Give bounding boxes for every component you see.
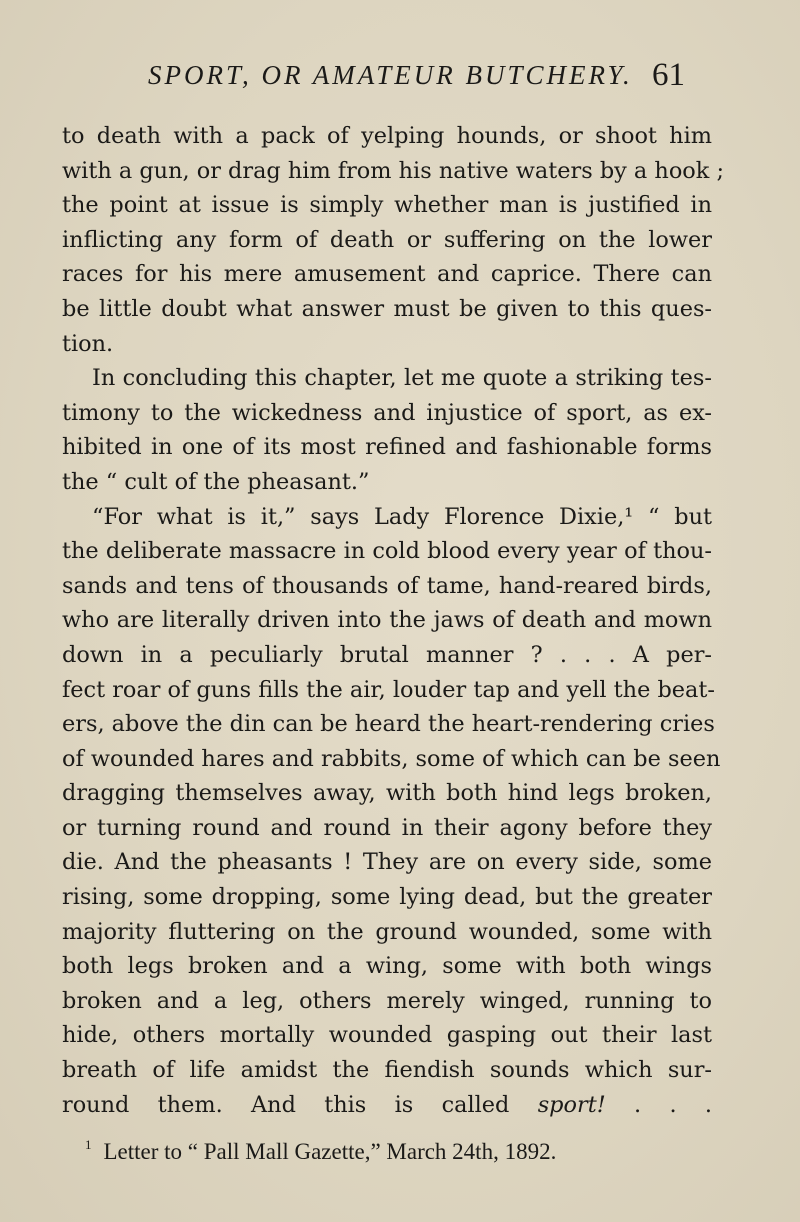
text-line: fect roar of guns fills the air, louder tap and yell the beat- (62, 676, 715, 703)
text-line: “For what is it,” says Lady Florence Dixie,¹ “ but (92, 503, 712, 530)
text-line: be little doubt what answer must be given to this ques- (62, 295, 712, 322)
footnote-marker: 1 (85, 1137, 92, 1152)
text-line: hide, others mortally wounded gasping out their last (62, 1022, 712, 1049)
text-line: timony to the wickedness and injustice of sport, as ex- (62, 399, 712, 426)
running-title: SPORT, OR AMATEUR BUTCHERY. (148, 60, 633, 90)
ellipsis: . . . (605, 1091, 712, 1118)
text-line: races for his mere amusement and caprice. There can (62, 261, 712, 288)
text-line: both legs broken and a wing, some with both wings (62, 953, 712, 980)
emphasized-word: sport! (537, 1091, 606, 1118)
text-line: with a gun, or drag him from his native waters by a hook ; (62, 157, 725, 184)
text-line: rising, some dropping, some lying dead, but the greater (62, 884, 712, 911)
text-line: sands and tens of thousands of tame, hand-reared birds, (62, 572, 712, 599)
text-line: hibited in one of its most refined and fashionable forms (62, 434, 712, 461)
text-line: inflicting any form of death or suffering on the lower (62, 226, 712, 253)
text-line: to death with a pack of yelping hounds, or shoot him (62, 123, 712, 149)
text-line: the point at issue is simply whether man is justified in (62, 192, 712, 219)
footnote-text: Letter to “ Pall Mall Gazette,” March 24th, 1892. (103, 1139, 557, 1164)
body-text (62, 119, 725, 1122)
final-line-text: round them. And this is called (62, 1091, 538, 1118)
text-line: the deliberate massacre in cold blood every year of thou- (62, 538, 712, 565)
footnote (85, 1131, 725, 1166)
text-line: the “ cult of the pheasant.” (62, 468, 370, 495)
final-text-line (62, 1088, 712, 1123)
text-line: breath of life amidst the fiendish sounds which sur- (62, 1057, 712, 1084)
page-number: 61 (652, 57, 685, 93)
text-line: broken and a leg, others merely winged, running to (62, 987, 712, 1014)
text-line: majority fluttering on the ground wounded, some with (62, 918, 712, 945)
text-line: down in a peculiarly brutal manner ? . . . A per- (62, 641, 712, 668)
text-line: dragging themselves away, with both hind legs broken, (62, 780, 712, 807)
text-line: ers, above the din can be heard the heart-rendering cries (62, 711, 715, 738)
text-line: who are literally driven into the jaws of death and mown (62, 607, 712, 634)
text-line: of wounded hares and rabbits, some of which can be seen (62, 745, 721, 772)
text-line: In concluding this chapter, let me quote a striking tes- (92, 365, 712, 392)
page-header (0, 57, 800, 100)
text-line: die. And the pheasants ! They are on every side, some (62, 849, 712, 876)
text-line: or turning round and round in their agony before they (62, 814, 712, 841)
text-line: tion. (62, 330, 114, 357)
